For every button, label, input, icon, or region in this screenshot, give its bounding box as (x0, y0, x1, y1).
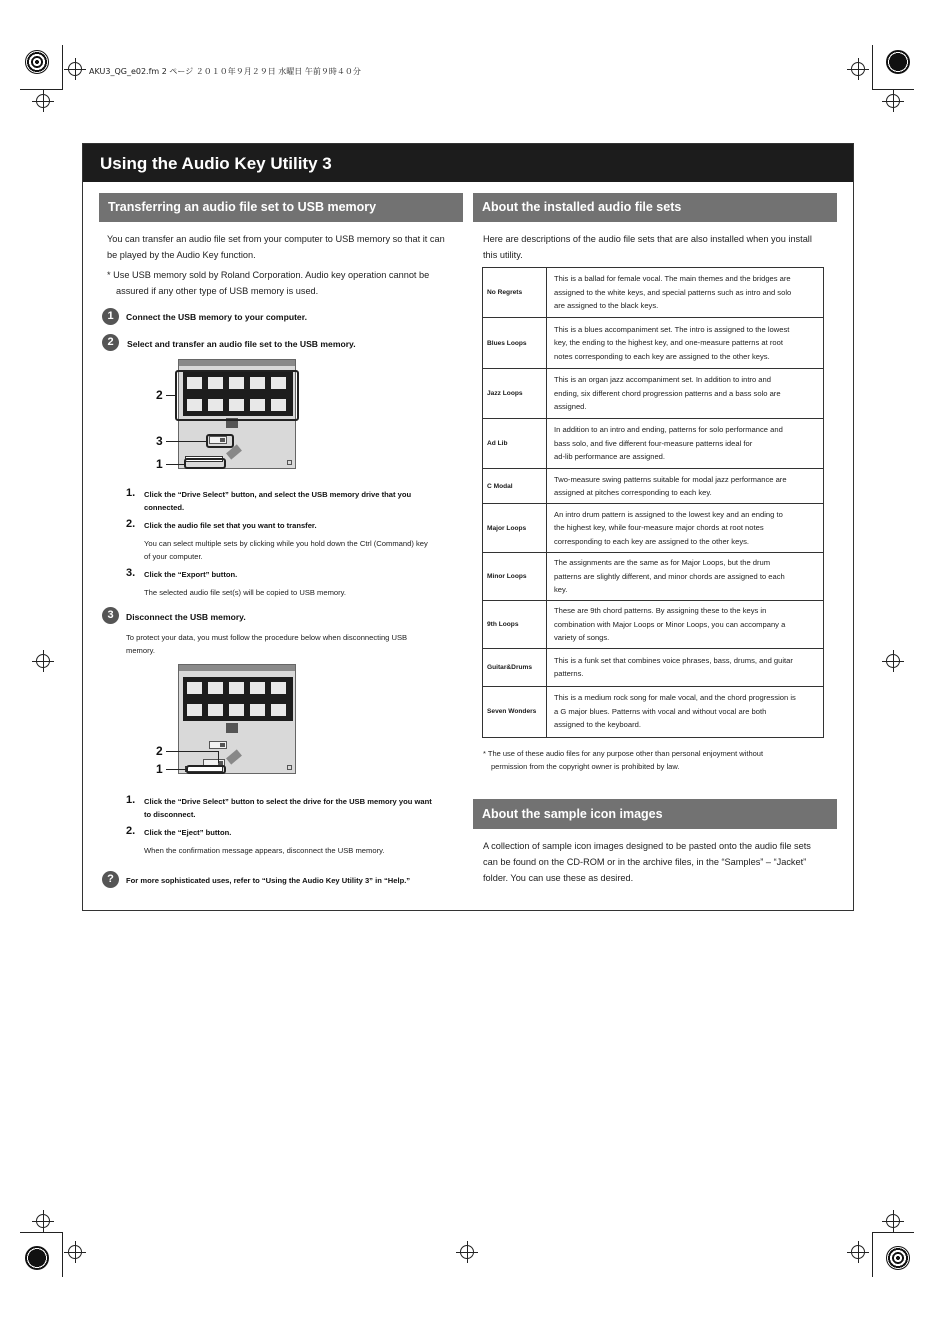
text-line: * Use USB memory sold by Roland Corporation. Audio key operation cannot be (107, 270, 430, 280)
table-row (483, 419, 824, 469)
help-icon: ? (102, 871, 119, 888)
substep-description (144, 537, 462, 563)
utility-screenshot-eject (178, 664, 296, 774)
help-text: For more sophisticated uses, refer to “Using the Audio Key Utility 3” in “Help.” (126, 876, 411, 885)
registration-mark (36, 94, 50, 108)
text-line: key. (554, 585, 568, 595)
usb-key-icon (226, 749, 242, 764)
crop-mark (62, 1232, 63, 1277)
text-line: This is a ballad for female vocal. The main themes and the bridges are (554, 274, 791, 284)
text-line: bass solo, and five different four-measure patterns ideal for (554, 438, 753, 448)
callout-box-grid (175, 370, 299, 421)
text-line: Click the “Drive Select” button to select the drive for the USB memory you want (144, 797, 432, 806)
set-description (547, 686, 824, 737)
set-name: Jazz Loops (483, 369, 547, 419)
text-line: Click the “Eject” button. (144, 828, 232, 837)
page-title: Using the Audio Key Utility 3 (100, 154, 332, 173)
icons-paragraph (483, 838, 833, 886)
set-description (547, 318, 824, 369)
substep-number: 1. (126, 487, 136, 499)
text-line: The selected audio file set(s) will be copied to USB memory. (144, 588, 347, 597)
registration-target-bottom-left (25, 1246, 49, 1270)
text-line: This is a medium rock song for male vocal, and the chord progression is (554, 693, 796, 703)
text-line: a G major blues. Patterns with vocal and without vocal are both (554, 706, 767, 716)
callout-box-export (206, 434, 234, 448)
table-row (483, 601, 824, 649)
text-line: Click the “Export” button. (144, 570, 238, 579)
section-title: About the installed audio file sets (482, 200, 682, 214)
substep-text (144, 568, 237, 581)
table-row (483, 686, 824, 737)
text-line: combination with Major Loops or Minor Loops, you can accompany a (554, 619, 786, 629)
section-header-transfer (99, 193, 463, 222)
text-line: ad-lib performance are assigned. (554, 452, 666, 462)
text-line: of your computer. (144, 552, 203, 561)
text-line: memory. (126, 646, 155, 655)
step-1-text: Connect the USB memory to your computer. (126, 312, 307, 322)
set-name: 9th Loops (483, 601, 547, 649)
usb-slot-icon (226, 723, 238, 733)
registration-mark (36, 654, 50, 668)
set-description (547, 553, 824, 601)
callout-number: 1 (156, 762, 163, 776)
text-line: assigned to the white keys, and special patterns such as intro and solo (554, 287, 792, 297)
callout-line (166, 441, 206, 442)
set-description (547, 268, 824, 318)
text-line: notes corresponding to each key are assigned to the other keys. (554, 351, 770, 361)
set-name: Ad Lib (483, 419, 547, 469)
crop-mark (20, 89, 62, 90)
table-row (483, 318, 824, 369)
crop-mark (20, 1232, 62, 1233)
registration-mark (851, 62, 865, 76)
substep-text (144, 519, 317, 532)
set-name: C Modal (483, 469, 547, 504)
resize-grip (287, 765, 292, 770)
text-line: corresponding to each key are assigned to the other keys. (554, 536, 750, 546)
text-line: In addition to an intro and ending, patterns for solo performance and (554, 425, 783, 435)
text-line: assured if any other type of USB memory is used. (116, 286, 319, 296)
registration-mark (851, 1245, 865, 1259)
callout-number: 1 (156, 457, 163, 471)
substep-number: 2. (126, 825, 136, 837)
crop-mark (872, 89, 914, 90)
text-line: variety of songs. (554, 633, 610, 642)
text-line: This is an organ jazz accompaniment set. In addition to intro and (554, 375, 771, 385)
substep-description (144, 586, 346, 599)
text-line: to disconnect. (144, 810, 196, 819)
section-header-icons (473, 799, 837, 829)
set-description (547, 469, 824, 504)
text-line: patterns are slightly different, and minor chords are assigned to each (554, 571, 785, 581)
text-line: You can select multiple sets by clicking while you hold down the Ctrl (Command) key (144, 539, 428, 548)
registration-mark (68, 62, 82, 76)
text-line: assigned. (554, 402, 587, 412)
step-number-2: 2 (102, 334, 119, 351)
text-line: Here are descriptions of the audio file sets that are also installed when you install (483, 234, 812, 244)
table-row (483, 553, 824, 601)
substep-number: 1. (126, 794, 136, 806)
text-line: Click the “Drive Select” button, and select the USB memory drive that you (144, 490, 412, 499)
callout-number: 2 (156, 744, 163, 758)
registration-mark (886, 1214, 900, 1228)
registration-mark (460, 1245, 474, 1259)
export-button (209, 741, 227, 749)
set-name: No Regrets (483, 268, 547, 318)
window-titlebar (179, 360, 295, 366)
text-line: connected. (144, 503, 185, 512)
set-name: Guitar&Drums (483, 648, 547, 686)
callout-number: 2 (156, 388, 163, 402)
text-line: can be found on the CD-ROM or in the archive files, in the “Samples” – “Jacket” (483, 857, 807, 867)
text-line: * The use of these audio files for any purpose other than personal enjoyment without (483, 749, 764, 758)
set-description (547, 419, 824, 469)
callout-line (166, 395, 176, 396)
text-line: key, the ending to the highest key, and one-measure patterns at root (554, 338, 783, 348)
section-title: About the sample icon images (482, 807, 663, 821)
step-3-text: Disconnect the USB memory. (126, 612, 246, 622)
set-name: Seven Wonders (483, 686, 547, 737)
main-title-bar (83, 144, 853, 182)
text-line: This is a funk set that combines voice phrases, bass, drums, and guitar (554, 655, 793, 665)
intro-paragraph (107, 231, 459, 263)
substep-number: 3. (126, 567, 136, 579)
window-titlebar (179, 665, 295, 671)
step-3-description (126, 631, 460, 657)
text-line: The assignments are the same as for Major Loops, but the drum (554, 558, 771, 568)
text-line: When the confirmation message appears, disconnect the USB memory. (144, 846, 385, 855)
callout-line (166, 751, 218, 752)
text-line: A collection of sample icon images designed to be pasted onto the audio file sets (483, 841, 811, 851)
callout-box-drive (184, 458, 226, 469)
substep-text (144, 488, 462, 514)
crop-mark (872, 1232, 914, 1233)
text-line: Click the audio file set that you want to transfer. (144, 521, 317, 530)
section-title: Transferring an audio file set to USB memory (108, 200, 377, 214)
callout-arrow (218, 751, 219, 763)
set-description (547, 504, 824, 553)
table-row (483, 648, 824, 686)
set-name: Major Loops (483, 504, 547, 553)
text-line: ending, six different chord progression patterns and a bass solo are (554, 388, 781, 398)
audio-sets-intro (483, 231, 833, 263)
text-line: the highest key, while four-measure major chords at root notes (554, 523, 764, 533)
resize-grip (287, 460, 292, 465)
text-line: To protect your data, you must follow the procedure below when disconnecting USB (126, 633, 408, 642)
callout-line (166, 464, 184, 465)
text-line: folder. You can use these as desired. (483, 873, 634, 883)
substep-description (144, 844, 384, 857)
substep-number: 2. (126, 518, 136, 530)
registration-mark (68, 1245, 82, 1259)
text-line: permission from the copyright owner is prohibited by law. (491, 762, 680, 771)
section-header-audio-sets (473, 193, 837, 222)
text-line: assigned at pitches corresponding to each key. (554, 488, 712, 497)
audio-sets-table (482, 267, 824, 738)
text-line: This is a blues accompaniment set. The intro is assigned to the lowest (554, 324, 790, 334)
text-line: Two-measure swing patterns suitable for modal jazz performance are (554, 474, 787, 484)
set-name: Minor Loops (483, 553, 547, 601)
registration-mark (36, 1214, 50, 1228)
set-description (547, 648, 824, 686)
step-number-1: 1 (102, 308, 119, 325)
crop-mark (872, 45, 873, 90)
registration-target-bottom-right (886, 1246, 910, 1270)
registration-target-top-right (886, 50, 910, 74)
registration-target-top-left (25, 50, 49, 74)
substep-text (144, 826, 231, 839)
text-line: patterns. (554, 669, 584, 678)
file-header: AKU3_QG_e02.fm 2 ページ ２０１０年９月２９日 水曜日 午前９時４０分 (89, 67, 361, 76)
registration-mark (886, 94, 900, 108)
text-line: These are 9th chord patterns. By assigning these to the keys in (554, 606, 767, 615)
set-description (547, 369, 824, 419)
table-row (483, 504, 824, 553)
audio-set-grid (183, 677, 293, 721)
text-line: assigned to the keyboard. (554, 720, 641, 730)
text-line: be played by the Audio Key function. (107, 250, 256, 260)
crop-mark (62, 45, 63, 90)
copyright-note (483, 747, 833, 773)
step-2-text: Select and transfer an audio file set to the USB memory. (127, 339, 356, 349)
set-description (547, 601, 824, 649)
text-line: You can transfer an audio file set from your computer to USB memory so that it can (107, 234, 445, 244)
callout-line (166, 769, 186, 770)
step-number-3: 3 (102, 607, 119, 624)
table-row (483, 268, 824, 318)
callout-box-drive (186, 765, 226, 774)
text-line: are assigned to the black keys. (554, 301, 659, 311)
registration-mark (886, 654, 900, 668)
set-name: Blues Loops (483, 318, 547, 369)
crop-mark (872, 1232, 873, 1277)
text-line: An intro drum pattern is assigned to the lowest key and an ending to (554, 509, 783, 519)
substep-text (144, 795, 462, 821)
text-line: this utility. (483, 250, 523, 260)
table-row (483, 369, 824, 419)
table-row (483, 469, 824, 504)
callout-number: 3 (156, 434, 163, 448)
usb-note (107, 267, 459, 299)
